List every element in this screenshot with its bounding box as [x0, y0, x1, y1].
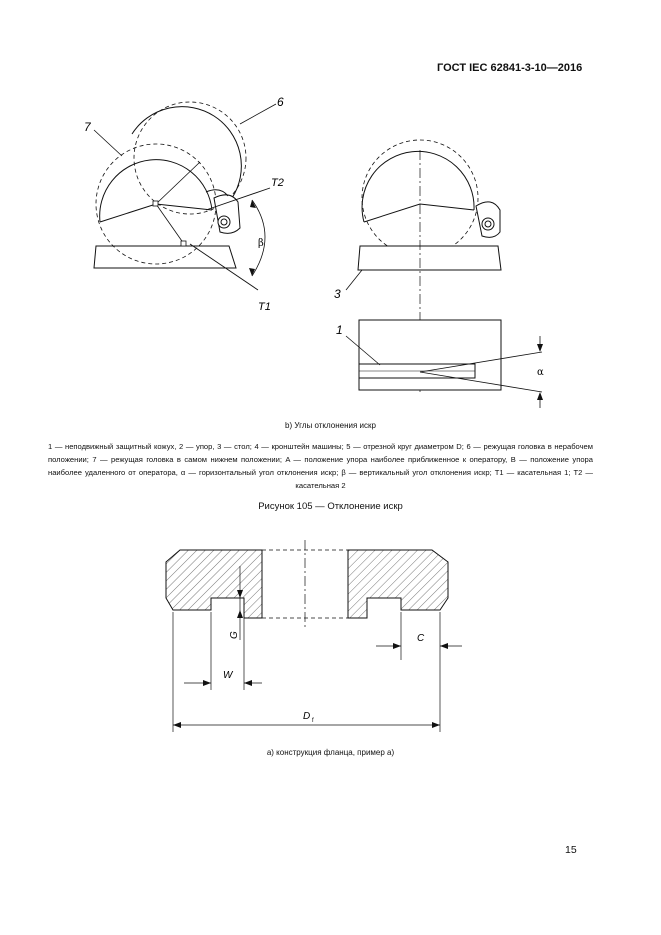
- figure-legend: 1 — неподвижный защитный кожух, 2 — упор, 3 — стол; 4 — кронштейн машины; 5 — отрезной круг диаметром D; 6 — режущая головка в нерабочем положении; 7 — режущая головка в самом нижнем положении; A — положение упора наиболее приближенное к оператору, B — положение упора наиболее удаленного от оператора, α — горизонтальный угол отклонения искр; β — вертикальный угол отклонения искр; T1 — касательная 1; T2 — касательная 2: [48, 442, 593, 490]
- lower-head-cut: [100, 204, 212, 222]
- label-1: 1: [336, 323, 343, 337]
- page-number: 15: [565, 844, 577, 856]
- right-table-base: [358, 246, 501, 270]
- label-alpha: α: [537, 367, 544, 378]
- label-d: D: [303, 711, 311, 722]
- standard-header: ГОСТ IEC 62841-3-10—2016: [437, 62, 583, 74]
- label-t2: T2: [271, 177, 284, 189]
- lower-head-circle: [100, 160, 212, 222]
- label-3: 3: [334, 287, 341, 301]
- plan-view-table: [359, 320, 501, 390]
- label-t1: T1: [258, 301, 271, 313]
- label-w: W: [223, 670, 233, 681]
- figure-b-left-view: [94, 102, 276, 290]
- figure-b-right-view: [346, 140, 543, 408]
- figure-b-caption: b) Углы отклонения искр: [285, 421, 376, 430]
- raised-head-circle: [132, 107, 241, 198]
- label-beta: β: [258, 238, 264, 249]
- label-6: 6: [277, 95, 284, 109]
- label-c: C: [417, 633, 425, 644]
- left-table-base: [94, 246, 236, 268]
- flange-right-section: [348, 550, 448, 618]
- figure-title: Рисунок 105 — Отклонение искр: [258, 501, 403, 512]
- label-7: 7: [84, 120, 91, 134]
- label-g: G: [229, 631, 240, 639]
- figure-a-caption: a) конструкция фланца, пример a): [266, 748, 395, 757]
- flange-left-section: [166, 550, 262, 618]
- right-head-circle: [362, 151, 474, 222]
- label-d-subscript: f: [312, 718, 314, 724]
